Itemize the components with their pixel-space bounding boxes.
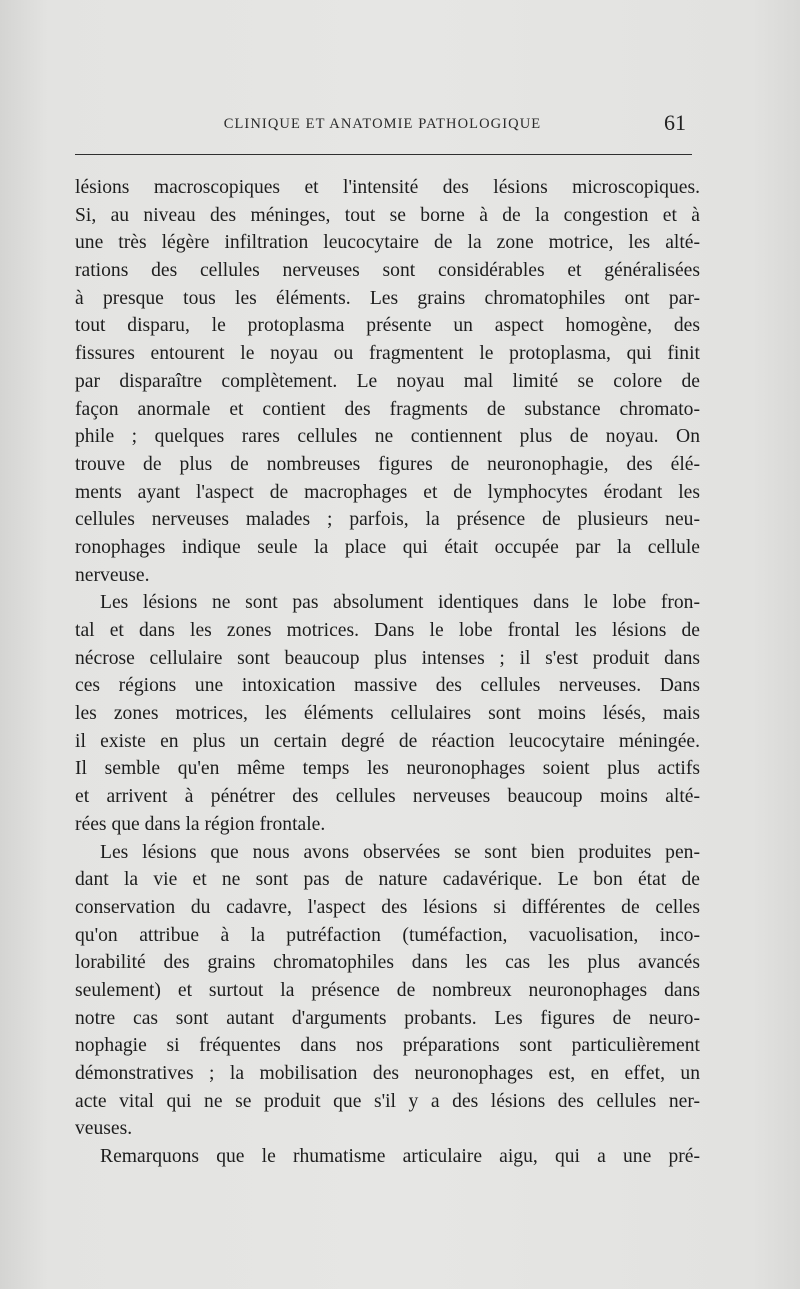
text-line: tout disparu, le protoplasma présente un aspect homogène, des	[75, 315, 700, 337]
body-text	[75, 174, 700, 1171]
text-line: nécrose cellulaire sont beaucoup plus intenses ; il s'est produit dans	[75, 647, 700, 669]
text-line: ments ayant l'aspect de macrophages et de lymphocytes érodant les	[75, 481, 700, 503]
text-line: Les lésions ne sont pas absolument identiques dans le lobe fron-	[100, 592, 700, 614]
text-line: cellules nerveuses malades ; parfois, la présence de plusieurs neu-	[75, 509, 700, 531]
text-line: veuses.	[75, 1118, 133, 1140]
running-head	[75, 110, 690, 144]
text-line: trouve de plus de nombreuses figures de neuronophagie, des élé-	[75, 453, 700, 475]
text-line: fissures entourent le noyau ou fragmentent le protoplasma, qui finit	[75, 343, 700, 365]
text-line: Les lésions que nous avons observées se sont bien produites pen-	[100, 841, 700, 863]
text-line: nerveuse.	[75, 564, 150, 586]
paragraph-2	[75, 589, 700, 838]
text-line: Remarquons que le rhumatisme articulaire aigu, qui a une pré-	[100, 1146, 700, 1168]
text-line: il existe en plus un certain degré de réaction leucocytaire méningée.	[75, 730, 700, 752]
text-line: lorabilité des grains chromatophiles dans les cas les plus avancés	[75, 952, 700, 974]
text-line: Il semble qu'en même temps les neuronophages soient plus actifs	[75, 758, 700, 780]
text-line: ronophages indique seule la place qui était occupée par la cellule	[75, 536, 700, 558]
text-line: rées que dans la région frontale.	[75, 813, 326, 835]
header-rule	[75, 154, 692, 155]
text-line: acte vital qui ne se produit que s'il y a des lésions des cellules ner-	[75, 1090, 700, 1112]
text-line: seulement) et surtout la présence de nombreux neuronophages dans	[75, 979, 700, 1001]
paragraph-3	[75, 839, 700, 1144]
text-line: rations des cellules nerveuses sont considérables et généralisées	[75, 260, 700, 282]
text-line: notre cas sont autant d'arguments probants. Les figures de neuro-	[75, 1007, 700, 1029]
text-line: ces régions une intoxication massive des cellules nerveuses. Dans	[75, 675, 700, 697]
paragraph-1	[75, 174, 700, 589]
text-line: Si, au niveau des méninges, tout se borne à de la congestion et à	[75, 204, 700, 226]
text-line: dant la vie et ne sont pas de nature cadavérique. Le bon état de	[75, 869, 700, 891]
paragraph-4	[75, 1143, 700, 1171]
text-line: phile ; quelques rares cellules ne contiennent plus de noyau. On	[75, 426, 700, 448]
text-line: qu'on attribue à la putréfaction (tuméfaction, vacuolisation, inco-	[75, 924, 700, 946]
page-number: 61	[664, 110, 686, 135]
text-line: et arrivent à pénétrer des cellules nerveuses beaucoup moins alté-	[75, 786, 700, 808]
text-line: une très légère infiltration leucocytaire de la zone motrice, les alté-	[75, 232, 700, 254]
text-line: démonstratives ; la mobilisation des neuronophages est, en effet, un	[75, 1063, 700, 1084]
text-line: façon anormale et contient des fragments de substance chromato-	[75, 398, 700, 420]
text-line: par disparaître complètement. Le noyau mal limité se colore de	[75, 370, 700, 392]
text-line: tal et dans les zones motrices. Dans le lobe frontal les lésions de	[75, 620, 700, 641]
text-line: à presque tous les éléments. Les grains chromatophiles ont par-	[75, 287, 700, 309]
text-line: lésions macroscopiques et l'intensité des lésions microscopiques.	[75, 177, 700, 198]
text-line: conservation du cadavre, l'aspect des lésions si différentes de celles	[75, 896, 700, 918]
text-line: nophagie si fréquentes dans nos préparations sont particulièrement	[75, 1035, 700, 1057]
text-line: les zones motrices, les éléments cellulaires sont moins lésés, mais	[75, 703, 700, 725]
running-title: CLINIQUE ET ANATOMIE PATHOLOGIQUE	[223, 116, 542, 132]
